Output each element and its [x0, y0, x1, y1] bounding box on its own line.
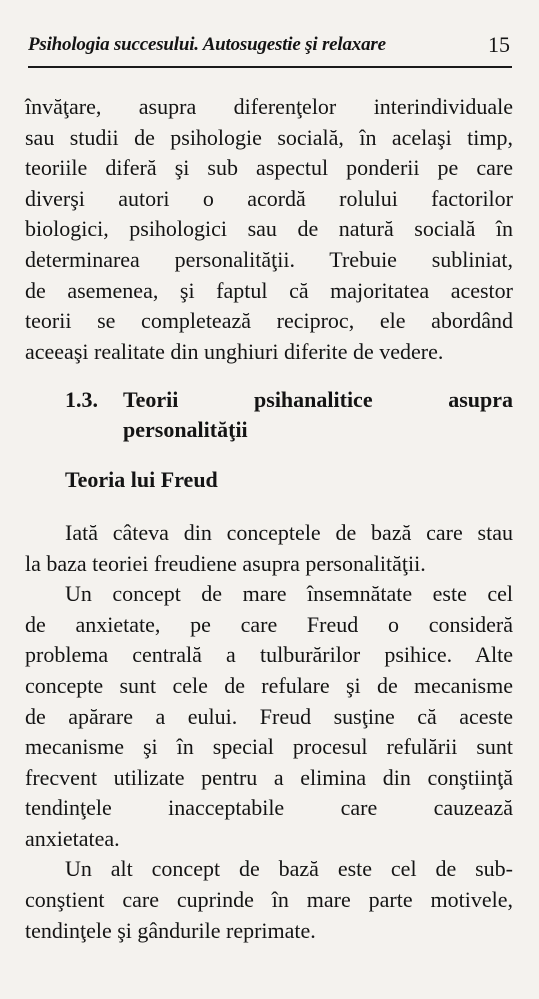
- text-line: Un alt concept de bază este cel de sub-: [65, 856, 513, 882]
- text-line: de asemenea, şi faptul că majoritatea acestor: [25, 277, 513, 303]
- text-line: frecvent utilizate pentru a elimina din conştiinţă: [25, 764, 513, 790]
- text-line: determinarea personalităţii. Trebuie subliniat,: [25, 246, 513, 272]
- section-title-line-2: personalităţii: [123, 417, 248, 443]
- text-line: diverşi autori o acordă rolului factorilor: [25, 185, 513, 211]
- running-header-title: Psihologia succesului. Autosugestie şi relaxare: [28, 34, 386, 55]
- text-line: tendinţele inacceptabile care cauzează: [25, 795, 513, 821]
- page-body: [25, 92, 513, 946]
- section-heading: [25, 385, 513, 445]
- text-line: sau studii de psihologie socială, în acelaşi timp,: [25, 124, 513, 150]
- text-line: aceeaşi realitate din unghiuri diferite de vedere.: [25, 338, 444, 364]
- text-line: învăţare, asupra diferenţelor interindividuale: [25, 94, 513, 119]
- paragraph-1: [25, 92, 513, 367]
- paragraph-3: [25, 579, 513, 854]
- text-line: biologici, psihologici sau de natură socială în: [25, 216, 513, 242]
- text-line: la baza teoriei freudiene asupra personalităţii.: [25, 550, 426, 576]
- text-line: problema centrală a tulburărilor psihice. Alte: [25, 642, 513, 668]
- text-line: Iată câteva din conceptele de bază care stau: [65, 519, 513, 545]
- text-line: teorii se completează reciproc, ele abordând: [25, 308, 513, 334]
- text-line: de anxietate, pe care Freud o consideră: [25, 611, 513, 637]
- subsection-heading: Teoria lui Freud: [65, 467, 218, 493]
- text-line: de apărare a eului. Freud susţine că aceste: [25, 703, 513, 729]
- page-number: 15: [488, 32, 510, 57]
- header-rule: [28, 66, 512, 68]
- text-line: tendinţele şi gândurile reprimate.: [25, 917, 316, 943]
- running-header: [28, 30, 512, 60]
- paragraph-4: [25, 854, 513, 946]
- text-line: mecanisme şi în special procesul refulării sunt: [25, 734, 513, 760]
- text-line: conştient care cuprinde în mare parte motivele,: [25, 887, 513, 913]
- text-line: concepte sunt cele de refulare şi de mecanisme: [25, 672, 513, 698]
- paragraph-2: [25, 518, 513, 579]
- text-line: teoriile diferă şi sub aspectul ponderii pe care: [25, 155, 513, 181]
- section-number: 1.3.: [65, 387, 98, 413]
- text-line: anxietatea.: [25, 825, 120, 851]
- text-line: Un concept de mare însemnătate este cel: [65, 581, 513, 607]
- section-title-line-1: Teorii psihanalitice asupra: [123, 387, 513, 413]
